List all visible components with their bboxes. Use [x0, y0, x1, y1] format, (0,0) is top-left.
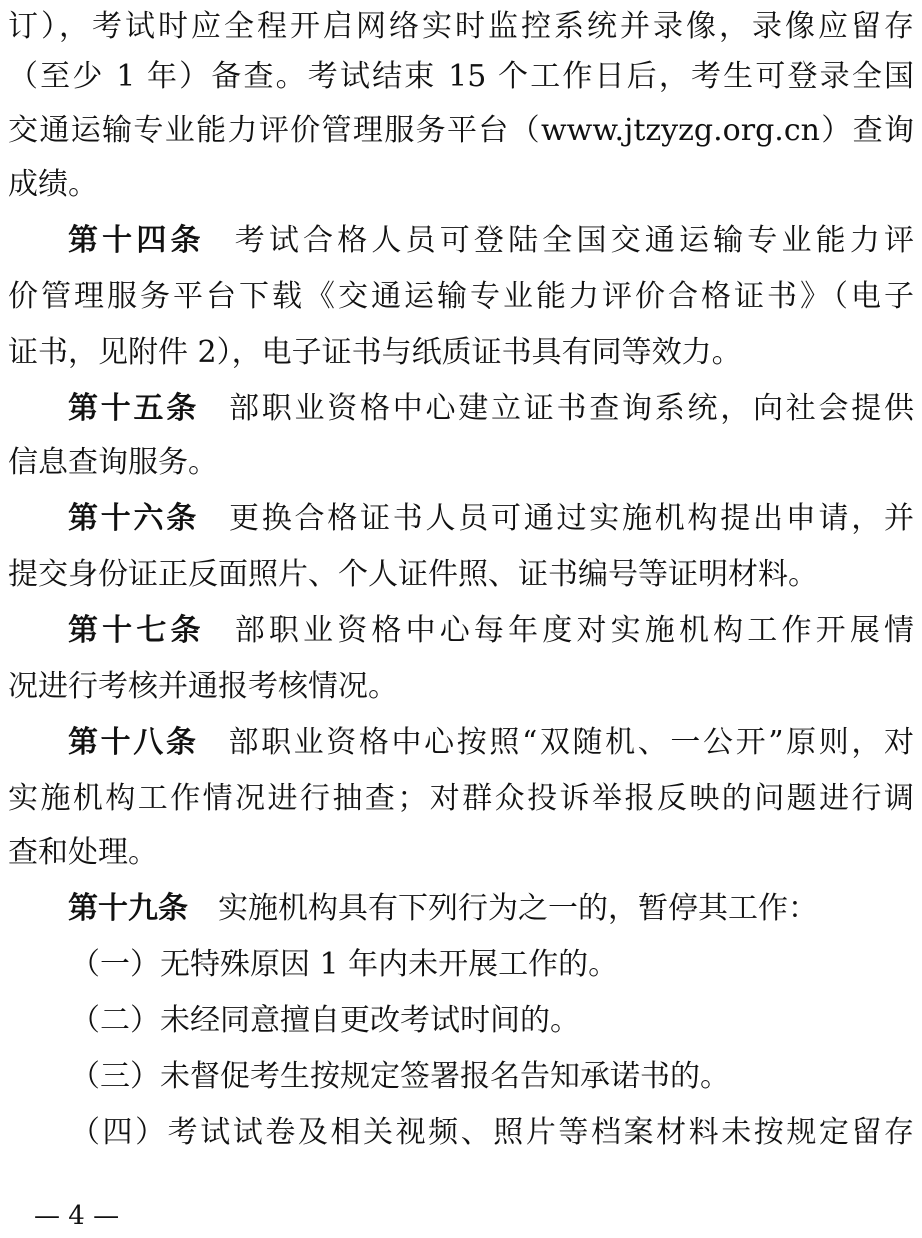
text-line: 交通运输专业能力评价管理服务平台（www.jtzyzg.org.cn）查询: [8, 113, 914, 148]
article-text: 部职业资格中心建立证书查询系统，向社会提供: [229, 391, 914, 426]
article-text: 考试合格人员可登陆全国交通运输专业能力评: [234, 223, 914, 258]
text-line: 查和处理。: [8, 835, 158, 870]
article-text: 部职业资格中心每年度对实施机构工作开展情: [234, 613, 914, 648]
article-19-line: [68, 882, 914, 936]
article-label: 第十八条: [68, 725, 199, 760]
article-14-line: [68, 214, 914, 268]
text-line: 成绩。: [8, 167, 98, 202]
text-line: 订），考试时应全程开启网络实时监控系统并录像，录像应留存: [8, 9, 914, 44]
article-label: 第十四条: [68, 223, 205, 258]
article-text: 更换合格证书人员可通过实施机构提出申请，并: [229, 501, 914, 536]
list-item: （四）考试试卷及相关视频、照片等档案材料未按规定留存: [70, 1115, 914, 1150]
article-16-line: [68, 492, 914, 546]
text-line: 价管理服务平台下载《交通运输专业能力评价合格证书》（电子: [8, 279, 914, 314]
list-item: （一）无特殊原因 1 年内未开展工作的。: [70, 947, 619, 982]
list-item: （二）未经同意擅自更改考试时间的。: [70, 1003, 580, 1038]
article-text: 实施机构具有下列行为之一的，暂停其工作：: [218, 891, 818, 926]
article-17-line: [68, 604, 914, 658]
text-line: （至少 1 年）备查。考试结束 15 个工作日后，考生可登录全国: [8, 59, 914, 94]
page-number: — 4 —: [34, 1201, 120, 1231]
article-label: 第十七条: [68, 613, 205, 648]
text-line: 况进行考核并通报考核情况。: [8, 669, 398, 704]
text-line: 实施机构工作情况进行抽查；对群众投诉举报反映的问题进行调: [8, 781, 914, 816]
text-line: 信息查询服务。: [8, 445, 218, 480]
article-text: 部职业资格中心按照“双随机、一公开”原则，对: [228, 725, 914, 760]
article-15-line: [68, 382, 914, 436]
article-label: 第十五条: [68, 391, 199, 426]
article-label: 第十六条: [68, 501, 199, 536]
text-line: 提交身份证正反面照片、个人证件照、证书编号等证明材料。: [8, 557, 818, 592]
text-line: 证书，见附件 2），电子证书与纸质证书具有同等效力。: [8, 335, 742, 370]
article-label: 第十九条: [68, 891, 188, 926]
list-item: （三）未督促考生按规定签署报名告知承诺书的。: [70, 1059, 730, 1094]
article-18-line: [68, 716, 914, 770]
